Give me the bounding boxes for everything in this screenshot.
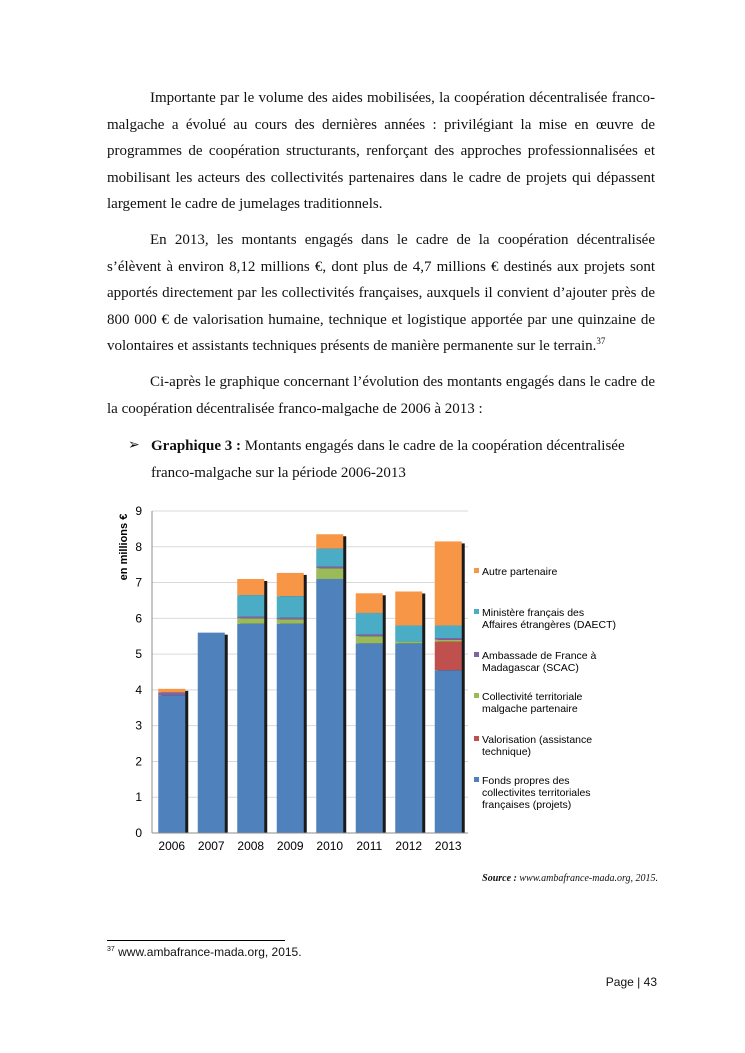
- footnote-text: www.ambafrance-mada.org, 2015.: [114, 945, 302, 959]
- intro-paragraph: Importante par le volume des aides mobilisées, la coopération décentralisée franco-malgache a évolué au cours des dernières années : privilégiant la mise en œuvre de programmes de coopération structurants, renforçant des approches professionnalisées et mobilisant les acteurs des collectivités partenaires dans le cadre de projets qui dépassent largement le cadre de jumelages traditionnels.: [107, 90, 655, 213]
- bar-segment: [435, 541, 462, 625]
- x-tick-label: 2009: [276, 839, 304, 853]
- caption-label: Graphique 3 :: [151, 438, 242, 454]
- bar-segment: [237, 579, 264, 595]
- stacked-bar-chart: [112, 495, 672, 860]
- chart-caption: [128, 433, 653, 486]
- bar-segment: [435, 625, 462, 638]
- bar-segment: [277, 619, 304, 623]
- bar-segment: [277, 573, 304, 596]
- bar-segment: [435, 642, 462, 671]
- bar-segment: [316, 549, 343, 567]
- x-tick-label: 2008: [237, 839, 265, 853]
- chart-intro-paragraph: Ci-après le graphique concernant l’évolution des montants engagés dans le cadre de la coopération décentralisée franco-malgache de 2006 à 2013 :: [107, 374, 655, 417]
- legend-swatch: [474, 609, 479, 614]
- legend-label: Collectivité territoriale malgache partenaire: [482, 691, 583, 715]
- legend-swatch: [474, 777, 479, 782]
- bar-segment: [158, 689, 185, 693]
- y-axis-label: en millions €: [118, 513, 130, 581]
- y-tick-label: 5: [135, 647, 142, 662]
- x-tick-label: 2011: [356, 839, 383, 853]
- y-tick-label: 6: [135, 611, 142, 626]
- x-tick-label: 2013: [434, 839, 462, 853]
- y-tick-label: 0: [135, 826, 142, 840]
- bar-segment: [158, 695, 185, 833]
- bar-segment: [356, 634, 383, 636]
- footnote-ref[interactable]: 37: [596, 336, 606, 347]
- page-number: [606, 975, 657, 989]
- bar-segment: [356, 593, 383, 613]
- page-separator: |: [637, 975, 641, 989]
- bar-segment: [435, 640, 462, 642]
- legend-swatch: [474, 693, 479, 698]
- source-label: Source :: [482, 873, 517, 884]
- legend-swatch: [474, 652, 479, 657]
- legend-label: Ministère français des Affaires étrangères (DAECT): [482, 607, 617, 631]
- amounts-text: En 2013, les montants engagés dans le cadre de la coopération décentralisée s’élèvent à environ 8,12 millions €, dont plus de 4,7 millions € destinés aux projets sont apportés directement par les collectivités françaises, auxquels il convient d’ajouter près de 800 000 € de valorisation humaine, technique et logistique apportée par une quinzaine de volontaires et assistants techniques présents de manière permanente sur le terrain.: [107, 232, 655, 355]
- y-tick-label: 7: [135, 575, 142, 590]
- bar-segment: [435, 670, 462, 833]
- x-tick-label: 2010: [316, 839, 344, 853]
- bar-segment: [356, 613, 383, 634]
- legend-label: Fonds propres des collectivites territoriales françaises (projets): [482, 775, 591, 811]
- bar-segment: [395, 592, 422, 626]
- x-tick-label: 2007: [197, 839, 225, 853]
- x-tick-label: 2006: [158, 839, 186, 853]
- bar-segment: [277, 596, 304, 617]
- page-label: Page: [605, 975, 634, 989]
- legend-label: Valorisation (assistance technique): [482, 734, 593, 758]
- y-tick-label: 2: [135, 754, 142, 769]
- bar-segment: [158, 692, 185, 695]
- bar-segment: [237, 624, 264, 833]
- legend-swatch: [474, 568, 479, 573]
- footnote: [107, 945, 302, 959]
- bar-segment: [237, 617, 264, 619]
- bar-segment: [356, 636, 383, 643]
- bar-segment: [198, 633, 225, 833]
- legend-label: Ambassade de France à Madagascar (SCAC): [482, 650, 597, 674]
- bar-segment: [277, 618, 304, 620]
- bar-segment: [277, 624, 304, 833]
- source-note: [482, 873, 658, 884]
- bar-segment: [316, 566, 343, 568]
- x-tick-label: 2012: [395, 839, 423, 853]
- bar-segment: [356, 643, 383, 833]
- bar-segment: [395, 625, 422, 641]
- legend-swatch: [474, 736, 479, 741]
- chart-background: [112, 495, 672, 860]
- bar-segment: [237, 618, 264, 623]
- legend-label: Autre partenaire: [482, 566, 558, 578]
- y-tick-label: 9: [135, 504, 142, 518]
- bar-segment: [395, 642, 422, 644]
- y-tick-label: 3: [135, 718, 142, 733]
- footnote-number: 37: [107, 946, 115, 953]
- bar-segment: [395, 643, 422, 833]
- bar-segment: [237, 595, 264, 616]
- bar-segment: [316, 568, 343, 579]
- bar-segment: [316, 579, 343, 833]
- footnote-divider: [107, 940, 285, 941]
- bar-segment: [316, 534, 343, 548]
- caption-text: Montants engagés dans le cadre de la coopération décentralisée franco-malgache sur la période 2006-2013: [151, 438, 625, 481]
- y-tick-label: 8: [135, 539, 142, 554]
- y-tick-label: 1: [135, 790, 142, 805]
- y-tick-label: 4: [135, 682, 142, 697]
- arrow-bullet-icon: ➢: [128, 438, 140, 453]
- page-number-value: 43: [643, 975, 657, 989]
- source-text: www.ambafrance-mada.org, 2015.: [516, 873, 658, 884]
- amounts-paragraph: [107, 227, 655, 360]
- bar-segment: [435, 638, 462, 640]
